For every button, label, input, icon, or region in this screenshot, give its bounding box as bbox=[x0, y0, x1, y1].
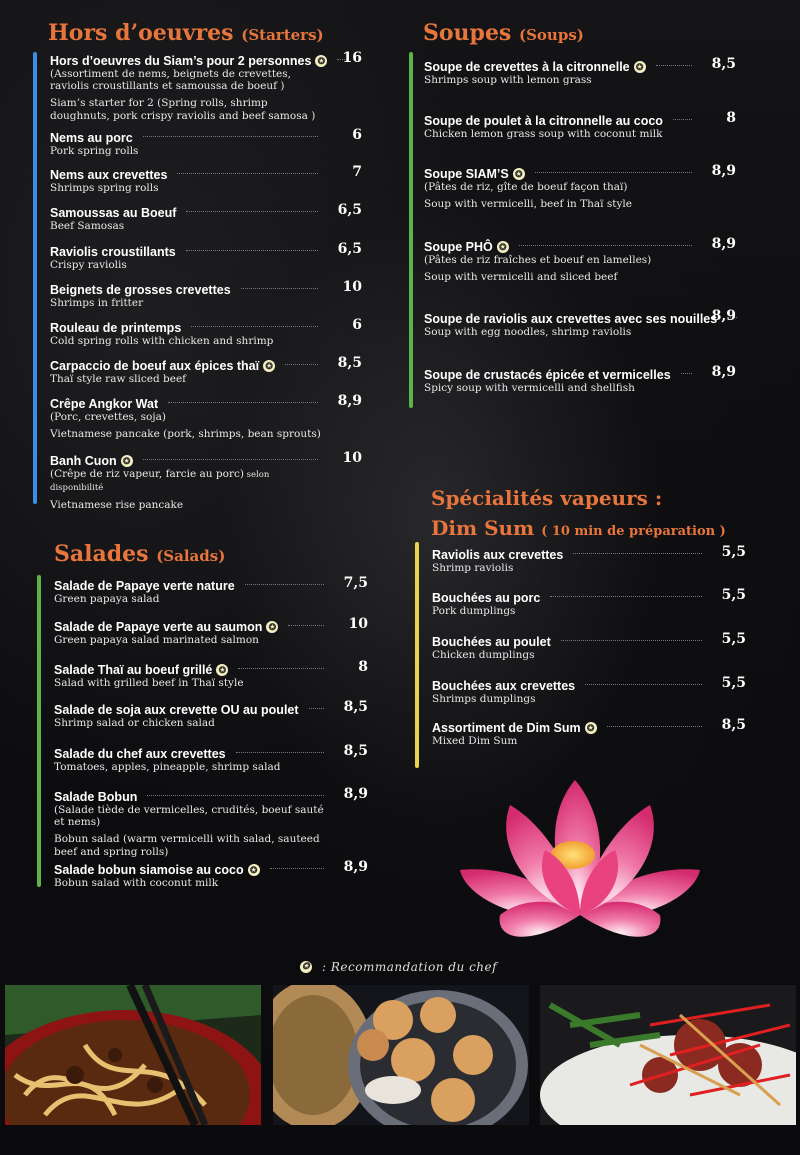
dot-leader bbox=[177, 173, 318, 174]
item-translation: Soup with vermicelli and sliced beef bbox=[424, 271, 618, 283]
item-price: 8,5 bbox=[343, 743, 368, 759]
salads-menu-item bbox=[54, 747, 330, 773]
item-price: 7 bbox=[352, 164, 362, 180]
item-description: Chicken lemon grass soup with coconut milk bbox=[424, 128, 663, 140]
item-name: Bouchées aux crevettes bbox=[432, 679, 576, 693]
item-description: Shrimps in fritter bbox=[50, 297, 144, 309]
dimsum-photo bbox=[273, 985, 529, 1125]
dot-leader bbox=[191, 326, 318, 327]
dimsum-menu-item bbox=[432, 679, 708, 705]
dot-leader bbox=[147, 795, 324, 796]
dot-leader bbox=[673, 119, 692, 120]
starters-menu-item bbox=[50, 168, 324, 194]
soups-menu-item bbox=[424, 240, 698, 284]
dot-leader bbox=[656, 65, 692, 66]
item-name: Soupe PHÔ bbox=[424, 240, 493, 254]
item-name: Crêpe Angkor Wat bbox=[50, 397, 159, 411]
soups-menu-item bbox=[424, 368, 698, 394]
item-price: 8,9 bbox=[711, 163, 736, 179]
item-name: Beignets de grosses crevettes bbox=[50, 283, 231, 297]
item-description: Salad with grilled beef in Thaï style bbox=[54, 677, 244, 689]
salads-menu-item bbox=[54, 620, 330, 646]
item-name: Soupe de raviolis aux crevettes avec ses nouilles bbox=[424, 312, 718, 326]
item-name: Salade de Papaye verte au saumon bbox=[54, 620, 263, 634]
item-description: Crispy raviolis bbox=[50, 259, 127, 271]
item-description: Beef Samosas bbox=[50, 220, 125, 232]
dot-leader bbox=[186, 211, 318, 212]
chef-star-icon: ✪ bbox=[216, 664, 228, 676]
item-name: Raviolis croustillants bbox=[50, 245, 176, 259]
noodles-photo bbox=[5, 985, 261, 1125]
item-price: 5,5 bbox=[721, 675, 746, 691]
item-translation: Siam’s starter for 2 (Spring rolls, shrimp doughnuts, pork crispy raviolis and beef samosa ) bbox=[50, 97, 316, 122]
dot-leader bbox=[535, 172, 692, 173]
dot-leader bbox=[288, 625, 324, 626]
item-name: Salade de Papaye verte nature bbox=[54, 579, 235, 593]
item-name: Salade de soja aux crevette OU au poulet bbox=[54, 703, 299, 717]
item-price: 10 bbox=[342, 279, 362, 295]
starters-menu-item bbox=[50, 397, 324, 441]
item-name: Raviolis aux crevettes bbox=[432, 548, 564, 562]
item-description: Shrimp raviolis bbox=[432, 562, 514, 574]
item-price: 8,9 bbox=[343, 786, 368, 802]
item-name: Salade Thaï au boeuf grillé bbox=[54, 663, 213, 677]
item-price: 8 bbox=[358, 659, 368, 675]
dimsum-menu-item bbox=[432, 721, 708, 747]
item-description: (Pâtes de riz fraîches et boeuf en lamelles) bbox=[424, 254, 652, 266]
salad-photo bbox=[540, 985, 796, 1125]
item-price: 5,5 bbox=[721, 631, 746, 647]
soups-bar bbox=[409, 52, 413, 408]
dot-leader bbox=[561, 640, 702, 641]
item-name: Soupe de poulet à la citronnelle au coco bbox=[424, 114, 663, 128]
starters-menu-item bbox=[50, 206, 324, 232]
item-price: 8,5 bbox=[343, 699, 368, 715]
item-name: Soupe de crevettes à la citronnelle bbox=[424, 60, 630, 74]
item-price: 8,9 bbox=[711, 308, 736, 324]
salads-menu-item bbox=[54, 663, 330, 689]
dimsum-menu-item bbox=[432, 548, 708, 574]
salads-title: Salades (Salads) bbox=[54, 541, 226, 567]
item-description: (Pâtes de riz, gîte de boeuf façon thaï) bbox=[424, 181, 628, 193]
starters-title: Hors d’oeuvres (Starters) bbox=[48, 20, 324, 46]
item-description: Pork spring rolls bbox=[50, 145, 139, 157]
item-price: 6,5 bbox=[337, 202, 362, 218]
item-description: (Crêpe de riz vapeur, farcie au porc) bbox=[50, 468, 244, 480]
item-name: Soupe SIAM’S bbox=[424, 167, 509, 181]
dot-leader bbox=[519, 245, 692, 246]
dot-leader bbox=[168, 402, 318, 403]
dot-leader bbox=[681, 373, 692, 374]
legend-text: : Recommandation du chef bbox=[322, 960, 498, 974]
salads-bar bbox=[37, 575, 41, 887]
chef-star-icon: ✪ bbox=[121, 455, 133, 467]
dot-leader bbox=[585, 684, 702, 685]
item-name: Rouleau de printemps bbox=[50, 321, 182, 335]
item-price: 5,5 bbox=[721, 587, 746, 603]
chef-star-icon: ✪ bbox=[248, 864, 260, 876]
item-price: 10 bbox=[342, 450, 362, 466]
lotus-flower-image bbox=[455, 775, 705, 955]
item-name: Salade du chef aux crevettes bbox=[54, 747, 226, 761]
dot-leader bbox=[285, 364, 318, 365]
salads-menu-item bbox=[54, 703, 330, 729]
dot-leader bbox=[236, 752, 324, 753]
chef-star-icon: ✪ bbox=[266, 621, 278, 633]
item-price: 8 bbox=[726, 110, 736, 126]
item-price: 16 bbox=[342, 50, 362, 66]
dot-leader bbox=[309, 708, 324, 709]
item-translation: Bobun salad (warm vermicelli with salad, sauteed beef and spring rolls) bbox=[54, 833, 320, 858]
item-price: 8,5 bbox=[721, 717, 746, 733]
soups-menu-item bbox=[424, 114, 698, 140]
dot-leader bbox=[607, 726, 702, 727]
item-price: 10 bbox=[348, 616, 368, 632]
dot-leader bbox=[143, 136, 318, 137]
starters-menu-item bbox=[50, 359, 324, 385]
dimsum-menu-item bbox=[432, 635, 708, 661]
chef-star-icon: ✪ bbox=[263, 360, 275, 372]
dot-leader bbox=[550, 596, 702, 597]
salads-menu-item bbox=[54, 790, 330, 859]
soups-title: Soupes (Soups) bbox=[423, 20, 584, 46]
item-name: Assortiment de Dim Sum bbox=[432, 721, 581, 735]
item-description: Shrimp salad or chicken salad bbox=[54, 717, 215, 729]
item-description: Pork dumplings bbox=[432, 605, 516, 617]
item-price: 8,5 bbox=[711, 56, 736, 72]
dot-leader bbox=[186, 250, 318, 251]
item-name: Nems au porc bbox=[50, 131, 133, 145]
dot-leader bbox=[270, 868, 324, 869]
item-price: 6 bbox=[352, 127, 362, 143]
starters-menu-item bbox=[50, 321, 324, 347]
chef-star-icon: ✪ bbox=[585, 722, 597, 734]
chef-star-icon: ✪ bbox=[634, 61, 646, 73]
item-description: Shrimps soup with lemon grass bbox=[424, 74, 592, 86]
dimsum-bar bbox=[415, 542, 419, 768]
item-description: Cold spring rolls with chicken and shrimp bbox=[50, 335, 274, 347]
salads-menu-item bbox=[54, 863, 330, 889]
starters-menu-item bbox=[50, 245, 324, 271]
item-name: Bouchées au porc bbox=[432, 591, 541, 605]
item-price: 6 bbox=[352, 317, 362, 333]
item-description: (Salade tiède de vermicelles, crudités, boeuf sauté et nems) bbox=[54, 804, 324, 828]
item-description: Shrimps spring rolls bbox=[50, 182, 159, 194]
dot-leader bbox=[573, 553, 702, 554]
item-description: Soup with egg noodles, shrimp raviolis bbox=[424, 326, 632, 338]
item-translation: Soup with vermicelli, beef in Thaï style bbox=[424, 198, 632, 210]
item-price: 8,9 bbox=[711, 364, 736, 380]
dot-leader bbox=[245, 584, 324, 585]
dot-leader bbox=[238, 668, 324, 669]
item-description: Bobun salad with coconut milk bbox=[54, 877, 219, 889]
item-description: Mixed Dim Sum bbox=[432, 735, 518, 747]
item-price: 5,5 bbox=[721, 544, 746, 560]
chef-star-icon: ✪ bbox=[513, 168, 525, 180]
item-price: 8,9 bbox=[343, 859, 368, 875]
chef-recommendation-legend bbox=[300, 960, 497, 974]
soups-menu-item bbox=[424, 312, 718, 338]
starters-menu-item bbox=[50, 283, 324, 309]
item-price: 7,5 bbox=[343, 575, 368, 591]
item-name: Bouchées au poulet bbox=[432, 635, 551, 649]
item-description: Thaï style raw sliced beef bbox=[50, 373, 187, 385]
item-note: selon disponibilité bbox=[50, 470, 270, 493]
item-price: 6,5 bbox=[337, 241, 362, 257]
chef-star-icon: ✪ bbox=[315, 55, 327, 67]
soups-menu-item bbox=[424, 60, 698, 86]
item-name: Hors d’oeuvres du Siam’s pour 2 personnes bbox=[50, 54, 312, 68]
item-translation: Vietnamese rise pancake bbox=[50, 499, 184, 511]
item-price: 8,5 bbox=[337, 355, 362, 371]
item-name: Salade Bobun bbox=[54, 790, 138, 804]
dot-leader bbox=[143, 459, 318, 460]
item-price: 8,9 bbox=[711, 236, 736, 252]
item-name: Samoussas au Boeuf bbox=[50, 206, 177, 220]
item-description: Green papaya salad bbox=[54, 593, 160, 605]
dot-leader bbox=[241, 288, 318, 289]
item-price: 8,9 bbox=[337, 393, 362, 409]
starters-bar bbox=[33, 52, 37, 504]
item-translation: Vietnamese pancake (pork, shrimps, bean sprouts) bbox=[50, 428, 321, 440]
item-name: Nems aux crevettes bbox=[50, 168, 168, 182]
salads-menu-item bbox=[54, 579, 330, 605]
item-name: Carpaccio de boeuf aux épices thaï bbox=[50, 359, 260, 373]
starters-menu-item bbox=[50, 54, 324, 123]
dimsum-title: Spécialités vapeurs : Dim Sum ( 10 min de préparation ) bbox=[431, 486, 726, 540]
item-description: (Assortiment de nems, beignets de crevettes, raviolis croustillants et samoussa de boeuf ) bbox=[50, 68, 291, 92]
item-description: Shrimps dumplings bbox=[432, 693, 536, 705]
item-name: Salade bobun siamoise au coco bbox=[54, 863, 244, 877]
item-description: Chicken dumplings bbox=[432, 649, 535, 661]
chef-star-icon: ✪ bbox=[497, 241, 509, 253]
soups-menu-item bbox=[424, 167, 698, 211]
item-description: Tomatoes, apples, pineapple, shrimp salad bbox=[54, 761, 281, 773]
item-description: Spicy soup with vermicelli and shellfish bbox=[424, 382, 635, 394]
chef-star-icon: ✪ bbox=[301, 962, 311, 972]
starters-menu-item bbox=[50, 454, 324, 512]
item-description: (Porc, crevettes, soja) bbox=[50, 411, 166, 423]
starters-menu-item bbox=[50, 131, 324, 157]
item-description: Green papaya salad marinated salmon bbox=[54, 634, 259, 646]
item-name: Banh Cuon bbox=[50, 454, 117, 468]
dimsum-menu-item bbox=[432, 591, 708, 617]
item-name: Soupe de crustacés épicée et vermicelles bbox=[424, 368, 671, 382]
